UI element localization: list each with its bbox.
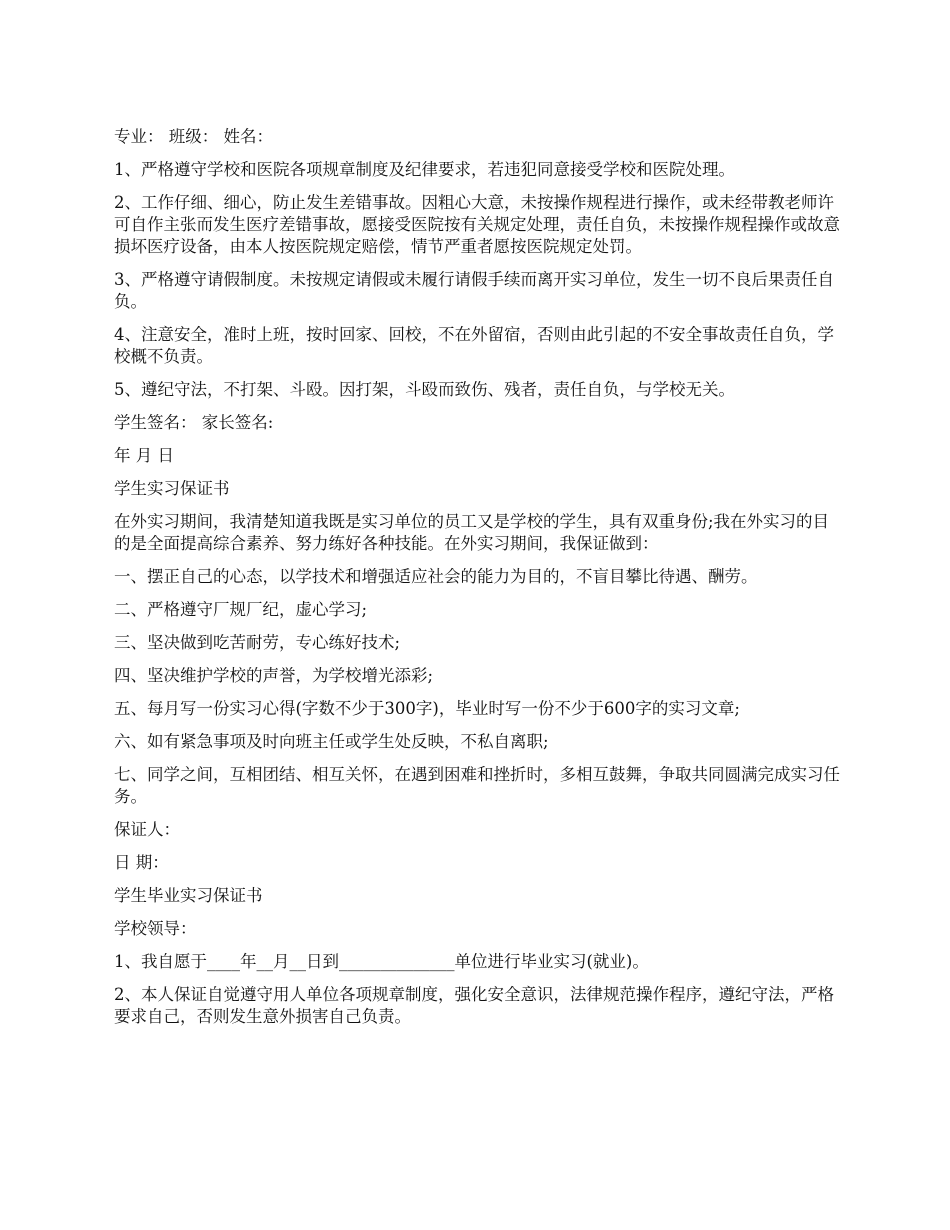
pledge-item-5: 五、每月写一份实习心得(字数不少于300字)，毕业时写一份不少于600字的实习文章; [114,699,740,718]
rule-item-5: 5、遵纪守法，不打架、斗殴。因打架，斗殴而致伤、残者，责任自负，与学校无关。 [114,380,735,399]
guarantor-line: 保证人： [114,820,180,839]
signature-line: 学生签名： 家长签名: [114,413,274,432]
rule-item-1: 1、严格遵守学校和医院各项规章制度及纪律要求，若违犯同意接受学校和医院处理。 [114,160,735,179]
pledge-date-line: 日 期： [114,853,169,872]
graduation-item-1: 1、我自愿于____年__月__日到______________单位进行毕业实习(就业)。 [114,952,649,971]
rule-item-4: 4、注意安全，准时上班，按时回家、回校，不在外留宿，否则由此引起的不安全事故责任自负，学校概不负责。 [114,325,834,366]
rule-item-3: 3、严格遵守请假制度。未按规定请假或未履行请假手续而离开实习单位，发生一切不良后果责任自负。 [114,270,834,311]
student-info-line: 专业： 班级： 姓名： [114,127,273,146]
section-title-internship-pledge: 学生实习保证书 [114,479,230,498]
document-body [114,126,844,1039]
pledge-item-2: 二、严格遵守厂规厂纪，虚心学习; [114,600,368,619]
rule-item-2: 2、工作仔细、细心，防止发生差错事故。因粗心大意，未按操作规程进行操作，或未经带教老师许可自作主张而发生医疗差错事故，愿接受医院按有关规定处理，责任自负，未按操作规程操作或故意损坏医疗设备，由本人按医院规定赔偿，情节严重者愿按医院规定处罚。 [114,193,840,256]
date-line: 年 月 日 [114,446,174,465]
pledge-item-3: 三、坚决做到吃苦耐劳，专心练好技术; [114,633,401,652]
pledge-item-1: 一、摆正自己的心态，以学技术和增强适应社会的能力为目的，不盲目攀比待遇、酬劳。 [114,567,758,586]
section-title-graduation-pledge: 学生毕业实习保证书 [114,886,263,905]
pledge-item-4: 四、坚决维护学校的声誉，为学校增光添彩; [114,666,434,685]
graduation-item-2: 2、本人保证自觉遵守用人单位各项规章制度，强化安全意识，法律规范操作程序，遵纪守法，严格要求自己，否则发生意外损害自己负责。 [114,985,834,1026]
salutation: 学校领导： [114,919,197,938]
pledge-item-7: 七、同学之间，互相团结、相互关怀，在遇到困难和挫折时，多相互鼓舞，争取共同圆满完成实习任务。 [114,765,840,806]
pledge-item-6: 六、如有紧急事项及时向班主任或学生处反映，不私自离职; [114,732,549,751]
pledge-intro: 在外实习期间，我清楚知道我既是实习单位的员工又是学校的学生，具有双重身份;我在外实习的目的是全面提高综合素养、努力练好各种技能。在外实习期间，我保证做到： [114,512,830,553]
